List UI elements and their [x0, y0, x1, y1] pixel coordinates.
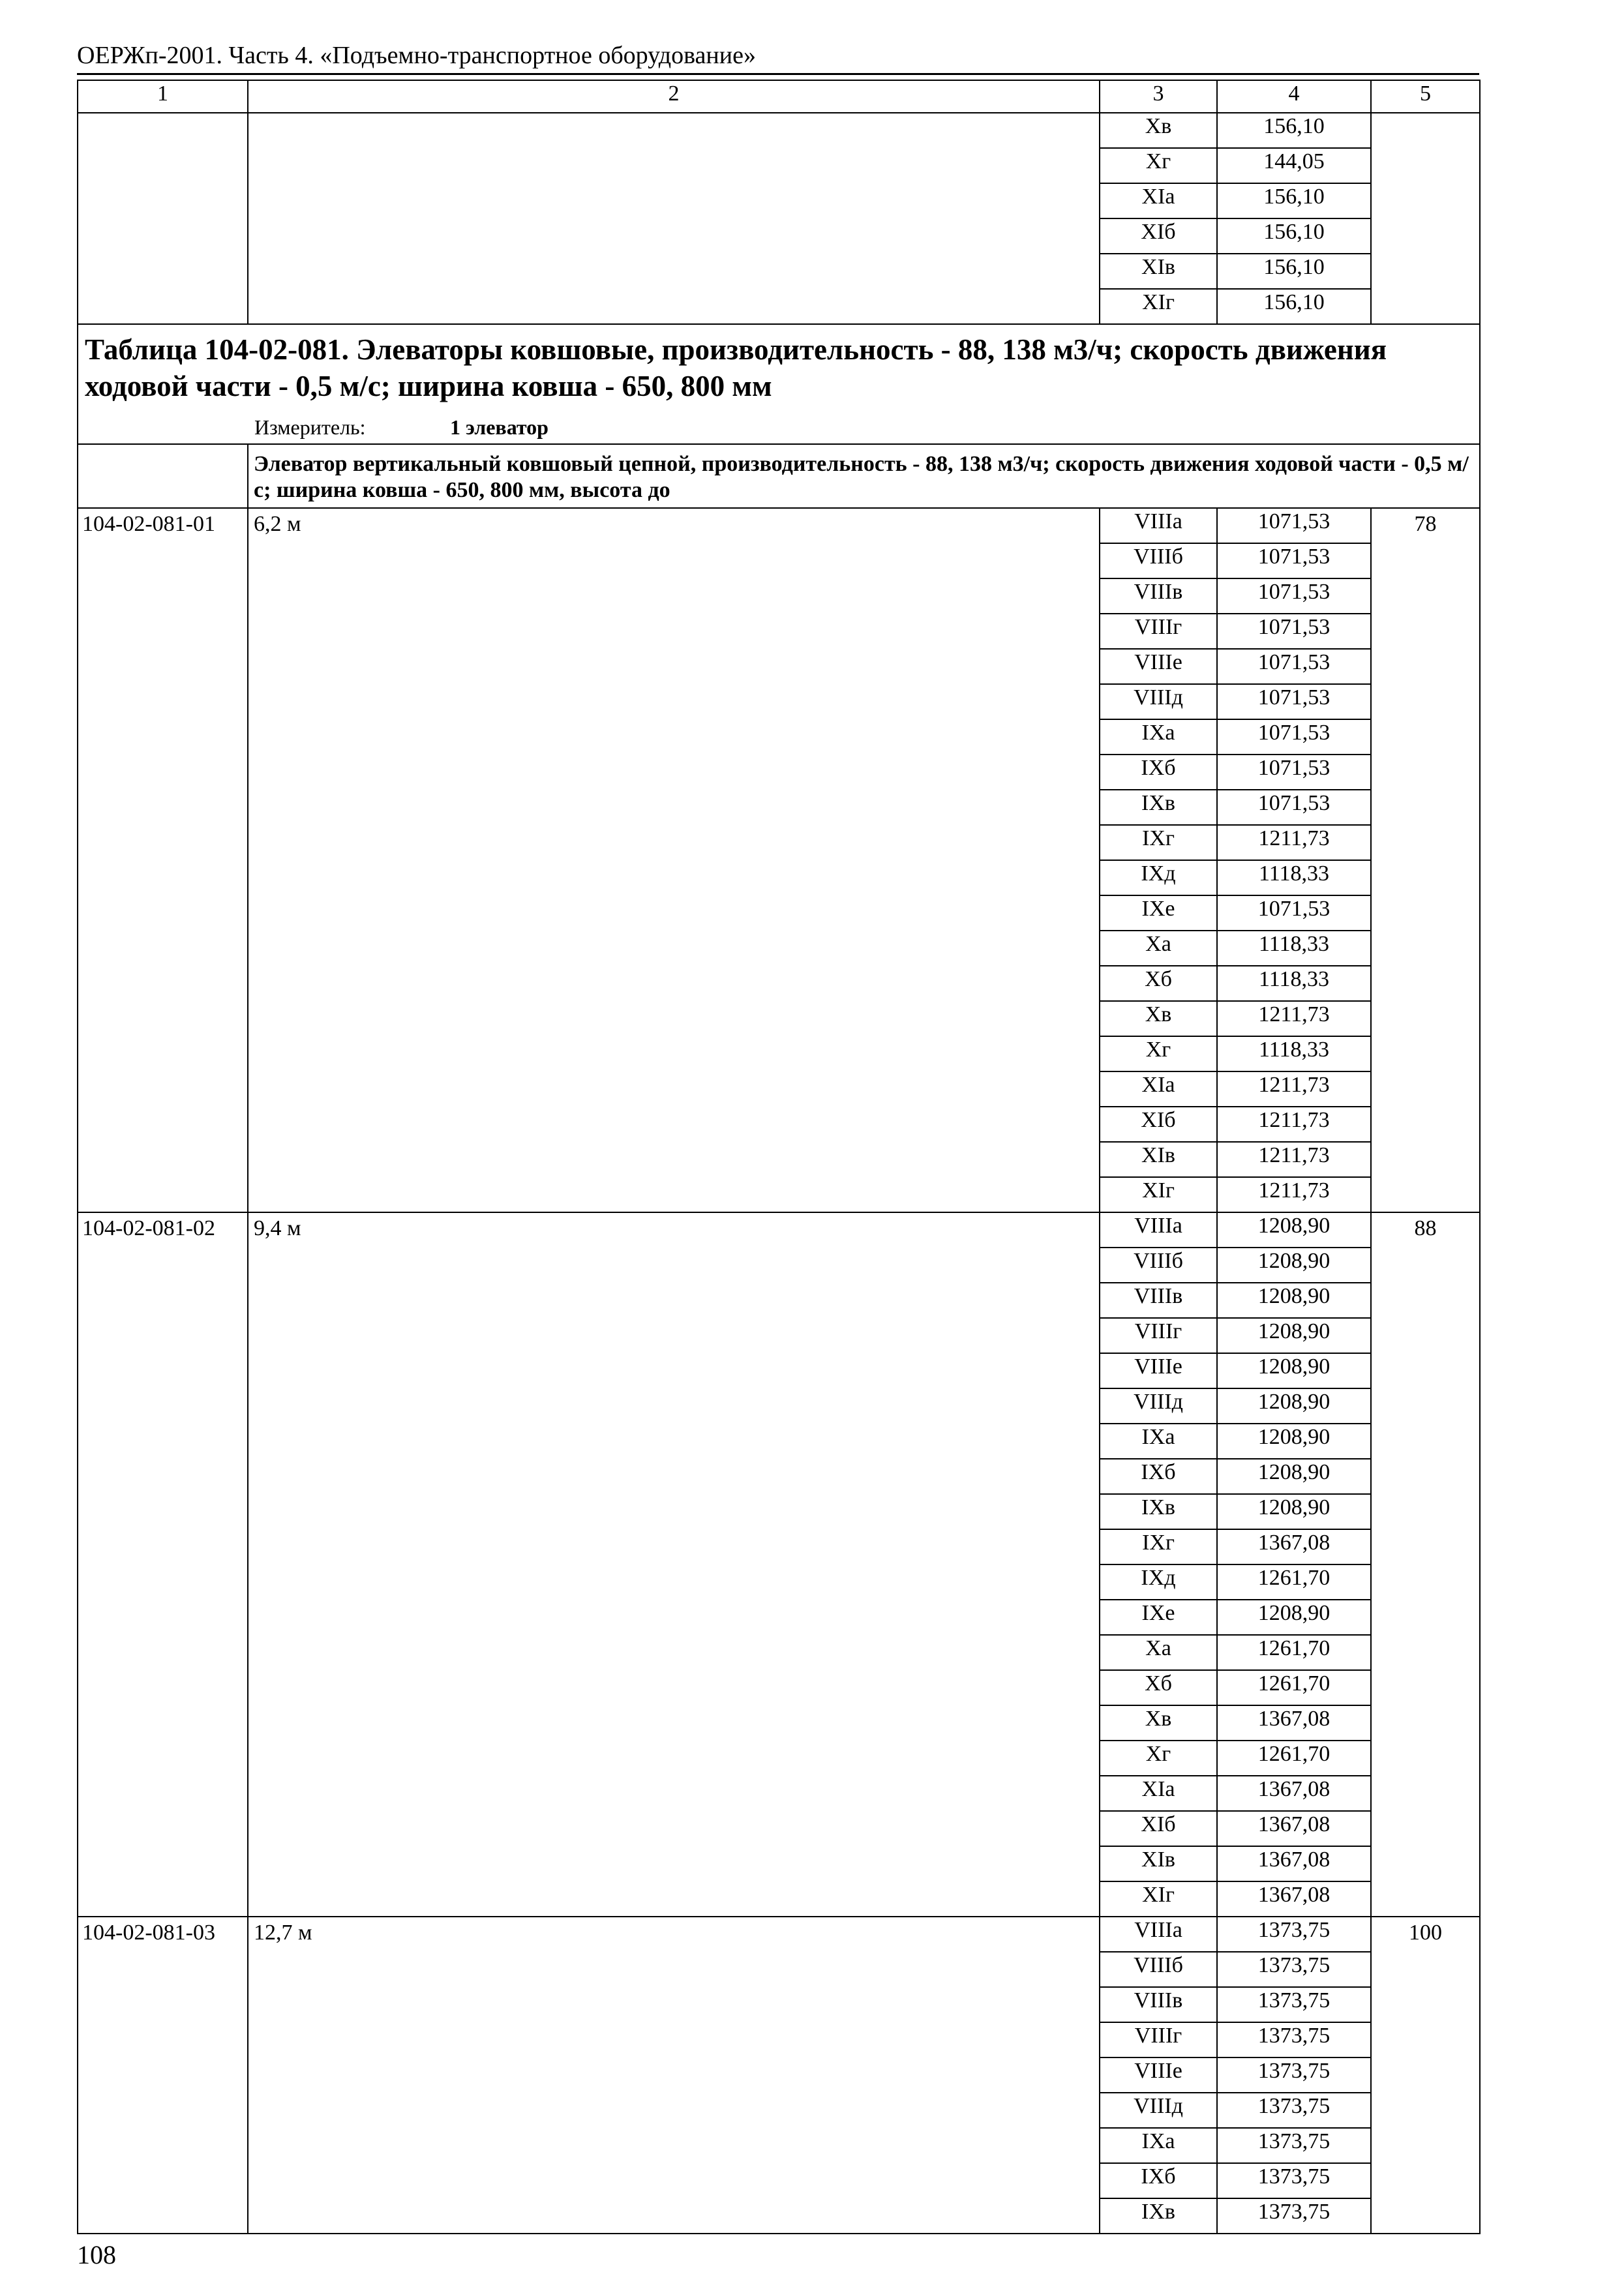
price-cell: 1261,70 [1217, 1635, 1371, 1670]
price-cell: 156,10 [1217, 289, 1371, 324]
price-cell: 1208,90 [1217, 1318, 1371, 1353]
zone-cell: Xг [1100, 1741, 1217, 1776]
price-cell: 1211,73 [1217, 825, 1371, 860]
price-cell: 144,05 [1217, 148, 1371, 183]
price-cell: 1211,73 [1217, 1142, 1371, 1177]
meter-value: 1 элеватор [450, 415, 549, 439]
col5-cell: 78 [1371, 508, 1480, 1212]
zone-cell: VIIIа [1100, 1917, 1217, 1952]
zone-cell: IXд [1100, 860, 1217, 895]
col5-cell: 88 [1371, 1212, 1480, 1917]
column-header: 4 [1217, 80, 1371, 113]
code-cell: 104-02-081-01 [78, 508, 248, 1212]
meter-label: Измеритель: [254, 415, 366, 439]
col5-cell: 100 [1371, 1917, 1480, 2234]
price-cell: 156,10 [1217, 218, 1371, 254]
zone-cell: IXб [1100, 1459, 1217, 1494]
price-cell: 1367,08 [1217, 1529, 1371, 1564]
zone-cell: XIв [1100, 1142, 1217, 1177]
zone-cell: IXг [1100, 1529, 1217, 1564]
table-title-row [78, 324, 1480, 444]
description-row [78, 444, 1480, 508]
price-cell: 1071,53 [1217, 895, 1371, 931]
price-cell: 1208,90 [1217, 1248, 1371, 1283]
price-cell: 1261,70 [1217, 1670, 1371, 1705]
zone-cell: IXв [1100, 790, 1217, 825]
zone-cell: XIв [1100, 254, 1217, 289]
empty-cell [78, 444, 248, 508]
column-header: 2 [248, 80, 1100, 113]
zone-cell: IXе [1100, 1600, 1217, 1635]
price-cell: 1373,75 [1217, 2198, 1371, 2234]
column-header: 5 [1371, 80, 1480, 113]
zone-cell: XIа [1100, 1071, 1217, 1107]
column-header-row [78, 80, 1480, 113]
column-header: 1 [78, 80, 248, 113]
code-cell: 104-02-081-03 [78, 1917, 248, 2234]
price-cell: 1071,53 [1217, 578, 1371, 614]
price-cell: 1208,90 [1217, 1424, 1371, 1459]
zone-cell: VIIIб [1100, 1248, 1217, 1283]
price-cell: 1208,90 [1217, 1283, 1371, 1318]
column-header: 3 [1100, 80, 1217, 113]
zone-cell: VIIIб [1100, 1952, 1217, 1987]
page-header: ОЕРЖп-2001. Часть 4. «Подъемно-транспортное оборудование» [77, 42, 756, 69]
zone-cell: IXд [1100, 1564, 1217, 1600]
zone-cell: VIIIд [1100, 684, 1217, 719]
name-cell: 12,7 м [248, 1917, 1100, 2234]
price-cell: 1367,08 [1217, 1776, 1371, 1811]
price-cell: 1367,08 [1217, 1881, 1371, 1917]
zone-cell: VIIIа [1100, 1212, 1217, 1248]
zone-cell: XIг [1100, 1177, 1217, 1212]
code-cell [78, 113, 248, 324]
description-cell: Элеватор вертикальный ковшовый цепной, производительность - 88, 138 м3/ч; скорость движения ходовой части - 0,5 м/с; ширина ковша - 650, 800 мм, высота до [248, 444, 1480, 508]
zone-cell: VIIIг [1100, 614, 1217, 649]
meter-line [85, 413, 1473, 441]
zone-cell: VIIIв [1100, 1987, 1217, 2022]
table-row [78, 113, 1480, 148]
price-cell: 1071,53 [1217, 649, 1371, 684]
price-cell: 1071,53 [1217, 755, 1371, 790]
zone-cell: Xв [1100, 1705, 1217, 1741]
price-cell: 1071,53 [1217, 508, 1371, 543]
price-cell: 1211,73 [1217, 1001, 1371, 1036]
zone-cell: VIIIа [1100, 508, 1217, 543]
price-cell: 1071,53 [1217, 543, 1371, 578]
zone-cell: XIв [1100, 1846, 1217, 1881]
price-cell: 1261,70 [1217, 1741, 1371, 1776]
table-title: Таблица 104-02-081. Элеваторы ковшовые, производительность - 88, 138 м3/ч; скорость движения ходовой части - 0,5 м/с; ширина ковша - 650, 800 мм [85, 333, 1387, 402]
price-cell: 1373,75 [1217, 2128, 1371, 2163]
price-cell: 1373,75 [1217, 1952, 1371, 1987]
zone-cell: IXа [1100, 1424, 1217, 1459]
rates-table [77, 80, 1481, 2234]
price-cell: 1373,75 [1217, 2022, 1371, 2057]
price-cell: 1118,33 [1217, 931, 1371, 966]
price-cell: 1211,73 [1217, 1177, 1371, 1212]
price-cell: 1071,53 [1217, 719, 1371, 755]
price-cell: 1367,08 [1217, 1811, 1371, 1846]
zone-cell: Xа [1100, 931, 1217, 966]
price-cell: 1208,90 [1217, 1494, 1371, 1529]
zone-cell: VIIIе [1100, 649, 1217, 684]
zone-cell: IXб [1100, 755, 1217, 790]
zone-cell: Xг [1100, 148, 1217, 183]
zone-cell: Xб [1100, 1670, 1217, 1705]
price-cell: 1261,70 [1217, 1564, 1371, 1600]
zone-cell: VIIIе [1100, 2057, 1217, 2093]
zone-cell: Xг [1100, 1036, 1217, 1071]
price-cell: 1211,73 [1217, 1107, 1371, 1142]
zone-cell: XIг [1100, 289, 1217, 324]
zone-cell: XIб [1100, 1107, 1217, 1142]
header-rule [77, 73, 1479, 75]
page-number: 108 [77, 2240, 116, 2269]
price-cell: 1208,90 [1217, 1388, 1371, 1424]
price-cell: 1208,90 [1217, 1459, 1371, 1494]
zone-cell: IXв [1100, 2198, 1217, 2234]
zone-cell: Xв [1100, 113, 1217, 148]
zone-cell: VIIIб [1100, 543, 1217, 578]
zone-cell: VIIIд [1100, 1388, 1217, 1424]
zone-cell: XIб [1100, 1811, 1217, 1846]
price-cell: 1367,08 [1217, 1705, 1371, 1741]
price-cell: 156,10 [1217, 254, 1371, 289]
col5-cell [1371, 113, 1480, 324]
price-cell: 1367,08 [1217, 1846, 1371, 1881]
zone-cell: VIIIг [1100, 1318, 1217, 1353]
zone-cell: XIб [1100, 218, 1217, 254]
zone-cell: XIа [1100, 183, 1217, 218]
zone-cell: Xб [1100, 966, 1217, 1001]
table-row [78, 1212, 1480, 1248]
zone-cell: VIIIг [1100, 2022, 1217, 2057]
zone-cell: XIа [1100, 1776, 1217, 1811]
price-cell: 156,10 [1217, 183, 1371, 218]
price-cell: 1373,75 [1217, 2163, 1371, 2198]
price-cell: 156,10 [1217, 113, 1371, 148]
zone-cell: VIIIв [1100, 578, 1217, 614]
zone-cell: IXе [1100, 895, 1217, 931]
price-cell: 1118,33 [1217, 1036, 1371, 1071]
zone-cell: Xв [1100, 1001, 1217, 1036]
price-cell: 1373,75 [1217, 2057, 1371, 2093]
table-row [78, 508, 1480, 543]
price-cell: 1071,53 [1217, 614, 1371, 649]
zone-cell: IXб [1100, 2163, 1217, 2198]
zone-cell: IXа [1100, 719, 1217, 755]
price-cell: 1208,90 [1217, 1212, 1371, 1248]
price-cell: 1118,33 [1217, 966, 1371, 1001]
zone-cell: VIIIе [1100, 1353, 1217, 1388]
price-cell: 1118,33 [1217, 860, 1371, 895]
price-cell: 1211,73 [1217, 1071, 1371, 1107]
zone-cell: IXг [1100, 825, 1217, 860]
zone-cell: IXа [1100, 2128, 1217, 2163]
zone-cell: XIг [1100, 1881, 1217, 1917]
price-cell: 1373,75 [1217, 1987, 1371, 2022]
zone-cell: VIIIв [1100, 1283, 1217, 1318]
price-cell: 1071,53 [1217, 684, 1371, 719]
price-cell: 1373,75 [1217, 2093, 1371, 2128]
table-row [78, 1917, 1480, 1952]
table-title-cell [78, 324, 1480, 444]
price-cell: 1208,90 [1217, 1600, 1371, 1635]
zone-cell: IXв [1100, 1494, 1217, 1529]
price-cell: 1071,53 [1217, 790, 1371, 825]
name-cell [248, 113, 1100, 324]
price-cell: 1373,75 [1217, 1917, 1371, 1952]
zone-cell: VIIIд [1100, 2093, 1217, 2128]
name-cell: 9,4 м [248, 1212, 1100, 1917]
zone-cell: Xа [1100, 1635, 1217, 1670]
price-cell: 1208,90 [1217, 1353, 1371, 1388]
code-cell: 104-02-081-02 [78, 1212, 248, 1917]
name-cell: 6,2 м [248, 508, 1100, 1212]
